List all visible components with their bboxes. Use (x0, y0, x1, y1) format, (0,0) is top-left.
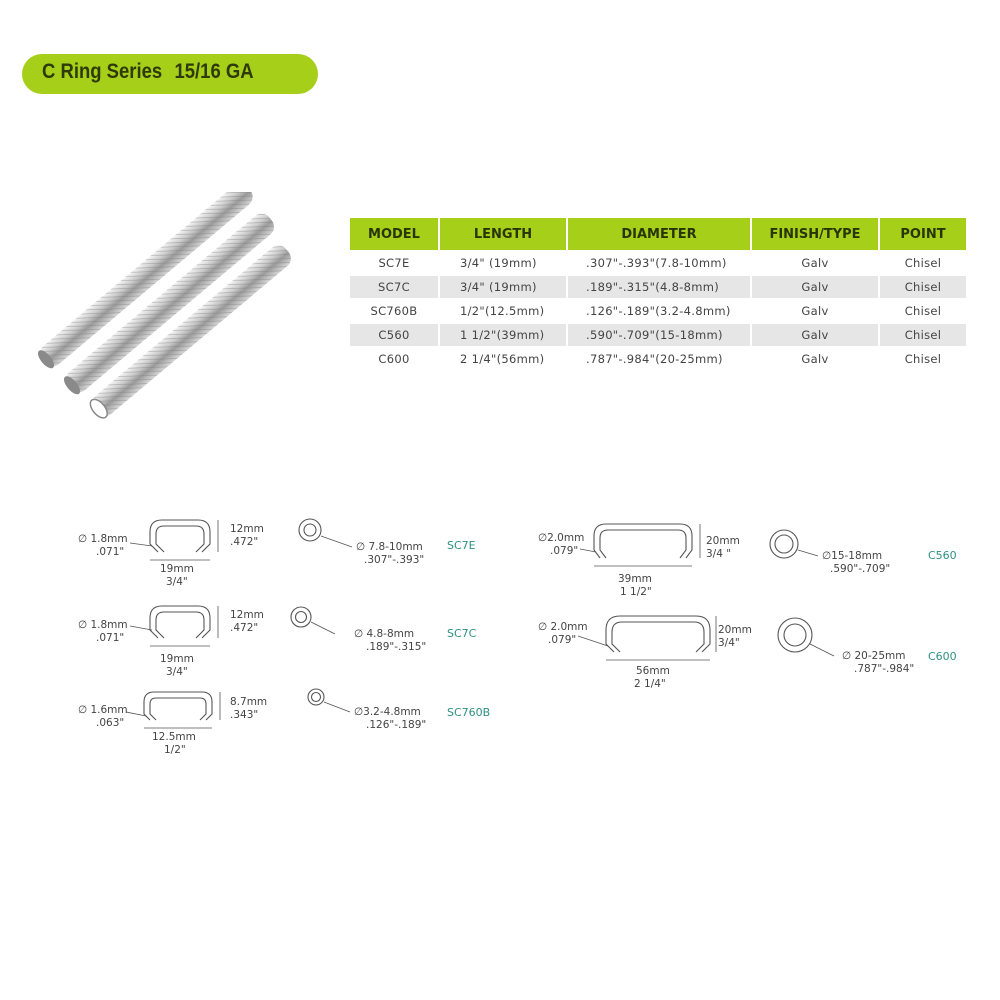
c560-closed-ring-drawing (770, 530, 818, 558)
table-row (350, 348, 966, 370)
c600-height-mm: 20mm (718, 624, 752, 636)
table-row (350, 252, 966, 274)
cell-diameter: .126"-.189"(3.2-4.8mm) (568, 300, 750, 322)
sc7c-open-ring-drawing (130, 606, 218, 646)
cell-point: Chisel (880, 348, 966, 370)
cell-point: Chisel (880, 276, 966, 298)
cell-diameter: .787"-.984"(20-25mm) (568, 348, 750, 370)
cell-model: C600 (350, 348, 438, 370)
sc760b-closed-ring-drawing (308, 689, 350, 712)
table-row (350, 276, 966, 298)
c600-width-in: 2 1/4" (634, 678, 666, 690)
sc760b-closed-diameter-in: .126"-.189" (366, 719, 427, 731)
table-row (350, 300, 966, 322)
cell-model: C560 (350, 324, 438, 346)
sc760b-height-in: .343" (230, 709, 259, 721)
c600-width-mm: 56mm (636, 665, 670, 677)
c560-wire-diameter-mm: ∅2.0mm (538, 532, 585, 544)
cell-length: 2 1/4"(56mm) (440, 348, 566, 370)
spec-table (348, 216, 968, 372)
cell-model: SC7E (350, 252, 438, 274)
c560-height-in: 3/4 " (706, 548, 732, 560)
sc7c-closed-diameter-mm: ∅ 4.8-8mm (354, 628, 415, 640)
sc7e-height-mm: 12mm (230, 523, 264, 535)
cell-length: 1/2"(12.5mm) (440, 300, 566, 322)
sc760b-open-ring-drawing (126, 692, 220, 728)
cell-point: Chisel (880, 300, 966, 322)
sc7e-width-in: 3/4" (166, 576, 188, 588)
sc760b-wire-diameter-in: .063" (96, 717, 125, 729)
header-finish: FINISH/TYPE (752, 218, 878, 250)
sc7c-wire-diameter-in: .071" (96, 632, 125, 644)
sc7c-height-mm: 12mm (230, 609, 264, 621)
cell-point: Chisel (880, 324, 966, 346)
sc7c-model-label: SC7C (447, 627, 477, 640)
table-header-row (350, 218, 966, 250)
cell-finish: Galv (752, 300, 878, 322)
sc7e-closed-diameter-mm: ∅ 7.8-10mm (356, 541, 423, 553)
sc760b-height-mm: 8.7mm (230, 696, 268, 708)
c560-closed-diameter-mm: ∅15-18mm (822, 550, 883, 562)
sc7e-closed-diameter-in: .307"-.393" (364, 554, 425, 566)
c-ring-strips-photo (28, 192, 303, 424)
header-model: MODEL (350, 218, 438, 250)
cell-point: Chisel (880, 252, 966, 274)
cell-finish: Galv (752, 252, 878, 274)
c560-height-mm: 20mm (706, 535, 740, 547)
cell-finish: Galv (752, 348, 878, 370)
c560-closed-diameter-in: .590"-.709" (830, 563, 891, 575)
c600-open-ring-drawing (578, 616, 716, 660)
c560-open-ring-drawing (580, 524, 700, 566)
c600-model-label: C600 (928, 650, 957, 663)
sc760b-wire-diameter-mm: ∅ 1.6mm (78, 704, 128, 716)
cell-model: SC7C (350, 276, 438, 298)
cell-model: SC760B (350, 300, 438, 322)
c600-height-in: 3/4" (718, 637, 740, 649)
c600-wire-diameter-in: .079" (548, 634, 577, 646)
cell-diameter: .590"-.709"(15-18mm) (568, 324, 750, 346)
header-length: LENGTH (440, 218, 566, 250)
cell-length: 3/4" (19mm) (440, 252, 566, 274)
sc760b-model-label: SC760B (447, 706, 491, 719)
sc7e-closed-ring-drawing (299, 519, 352, 547)
header-diameter: DIAMETER (568, 218, 750, 250)
c600-wire-diameter-mm: ∅ 2.0mm (538, 621, 588, 633)
c600-closed-ring-drawing (778, 618, 834, 656)
c560-wire-diameter-in: .079" (550, 545, 579, 557)
cell-length: 1 1/2"(39mm) (440, 324, 566, 346)
series-gauge: 15/16 GA (174, 60, 254, 83)
sc7c-closed-diameter-in: .189"-.315" (366, 641, 427, 653)
sc7c-width-mm: 19mm (160, 653, 194, 665)
sc760b-width-in: 1/2" (164, 744, 186, 756)
series-title (42, 60, 254, 84)
c560-width-mm: 39mm (618, 573, 652, 585)
sc7c-height-in: .472" (230, 622, 259, 634)
sc760b-closed-diameter-mm: ∅3.2-4.8mm (354, 706, 421, 718)
sc7e-wire-diameter-mm: ∅ 1.8mm (78, 533, 128, 545)
sc760b-width-mm: 12.5mm (152, 731, 196, 743)
c560-model-label: C560 (928, 549, 957, 562)
sc7e-height-in: .472" (230, 536, 259, 548)
table-row (350, 324, 966, 346)
sc7c-closed-ring-drawing (291, 607, 335, 634)
c560-width-in: 1 1/2" (620, 586, 652, 598)
dimension-drawings (0, 480, 1000, 780)
c600-closed-diameter-mm: ∅ 20-25mm (842, 650, 906, 662)
sc7e-width-mm: 19mm (160, 563, 194, 575)
cell-length: 3/4" (19mm) (440, 276, 566, 298)
c600-closed-diameter-in: .787"-.984" (854, 663, 915, 675)
cell-diameter: .189"-.315"(4.8-8mm) (568, 276, 750, 298)
sc7e-open-ring-drawing (130, 520, 218, 560)
cell-diameter: .307"-.393"(7.8-10mm) (568, 252, 750, 274)
cell-finish: Galv (752, 324, 878, 346)
sc7e-wire-diameter-in: .071" (96, 546, 125, 558)
sc7c-wire-diameter-mm: ∅ 1.8mm (78, 619, 128, 631)
series-name: C Ring Series (42, 60, 163, 83)
sc7c-width-in: 3/4" (166, 666, 188, 678)
cell-finish: Galv (752, 276, 878, 298)
sc7e-model-label: SC7E (447, 539, 476, 552)
header-point: POINT (880, 218, 966, 250)
